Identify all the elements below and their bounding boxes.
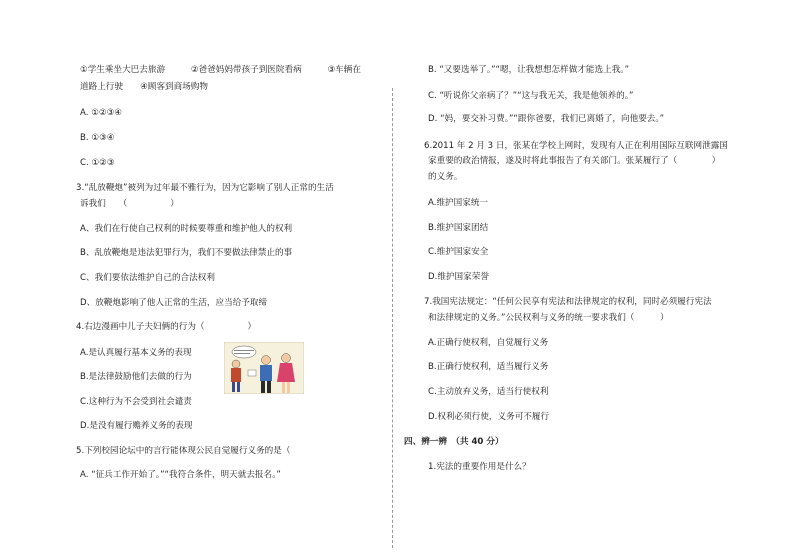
q6-option-a: A.维护国家统一 bbox=[428, 198, 489, 208]
q2-option-a: A. ①②③④ bbox=[80, 108, 123, 118]
q7-stem-line1: 7.我国宪法规定：“任何公民享有宪法和法律规定的权利，同时必须履行宪法 bbox=[424, 297, 712, 307]
q4-stem: 4.右边漫画中儿子夫妇俩的行为（ ） bbox=[76, 322, 257, 332]
q6-option-d: D.维护国家荣誉 bbox=[428, 272, 489, 282]
q6-stem-line1: 6.2011 年 2 月 3 日，张某在学校上网时，发现有人正在利用国际互联网泄露国 bbox=[424, 141, 728, 151]
q7-stem-line2: 和法律规定的义务。”公民权利与义务的统一要求我们（ ） bbox=[428, 313, 669, 323]
q7-option-b: B.正确行使权利，适当履行义务 bbox=[428, 362, 549, 372]
q4-option-b: B.是法律鼓励他们去做的行为 bbox=[80, 372, 192, 382]
q6-option-c: C.维护国家安全 bbox=[428, 247, 489, 257]
q4-option-c: C.这种行为不会受到社会谴责 bbox=[80, 397, 192, 407]
q3-option-d: D、放鞭炮影响了他人正常的生活，应当给予取缔 bbox=[80, 298, 268, 308]
q5-stem: 5.下列校园论坛中的言行能体现公民自觉履行义务的是（ bbox=[76, 446, 291, 456]
q3-option-a: A、我们在行使自己权利的时候要尊重和维护他人的权利 bbox=[80, 224, 293, 234]
column-divider bbox=[392, 88, 393, 548]
q2-options-line1: ①学生乘坐大巴去旅游 ②爸爸妈妈带孩子到医院看病 ③车辆在 bbox=[80, 65, 361, 75]
q7-option-d: D.权利必须行使，义务可不履行 bbox=[428, 412, 550, 422]
q4-option-a: A.是认真履行基本义务的表现 bbox=[80, 348, 192, 358]
cartoon-illustration bbox=[224, 342, 304, 394]
q7-option-c: C.主动放弃义务，适当行使权利 bbox=[428, 387, 549, 397]
q7-option-a: A.正确行使权利，自觉履行义务 bbox=[428, 338, 549, 348]
q6-stem-line2: 家重要的政治情报，遂及时将此事报告了有关部门。张某履行了（ ） bbox=[428, 156, 721, 166]
q5-option-b: B. “又要选举了。”“嗯，让我想想怎样做才能选上我。” bbox=[428, 65, 630, 75]
q4-option-d: D.是没有履行赡养义务的表现 bbox=[80, 421, 193, 431]
q5-option-a: A. “征兵工作开始了。”“我符合条件，明天就去报名。” bbox=[80, 470, 281, 480]
q2-option-b: B. ①③④ bbox=[80, 133, 115, 143]
q5-option-d: D. “妈，要交补习费。”“跟你爸要，我们已离婚了，向他要去。” bbox=[428, 114, 665, 124]
q2-options-line2: 道路上行驶 ④顾客到商场购物 bbox=[80, 82, 209, 92]
section-4-heading: 四、辨一辨 （共 40 分） bbox=[404, 437, 504, 447]
q2-option-c: C. ①②③ bbox=[80, 158, 115, 168]
q6-stem-line3: 的义务。 bbox=[428, 172, 463, 182]
q3-option-c: C、我们要依法维护自己的合法权利 bbox=[80, 273, 215, 283]
q3-stem-line1: 3.“乱放鞭炮”被列为过年最不雅行为，因为它影响了别人正常的生活 bbox=[76, 183, 334, 193]
section-4-question-1: 1.宪法的重要作用是什么？ bbox=[428, 462, 531, 472]
q3-stem-line2: 诉我们 （ ） bbox=[80, 199, 179, 209]
q6-option-b: B.维护国家团结 bbox=[428, 223, 489, 233]
q3-option-b: B、乱放鞭炮是违法犯罪行为，我们不要做法律禁止的事 bbox=[80, 248, 293, 258]
q5-option-c: C. “听说你父亲病了？”“这与我无关，我是他领养的。” bbox=[428, 91, 634, 101]
